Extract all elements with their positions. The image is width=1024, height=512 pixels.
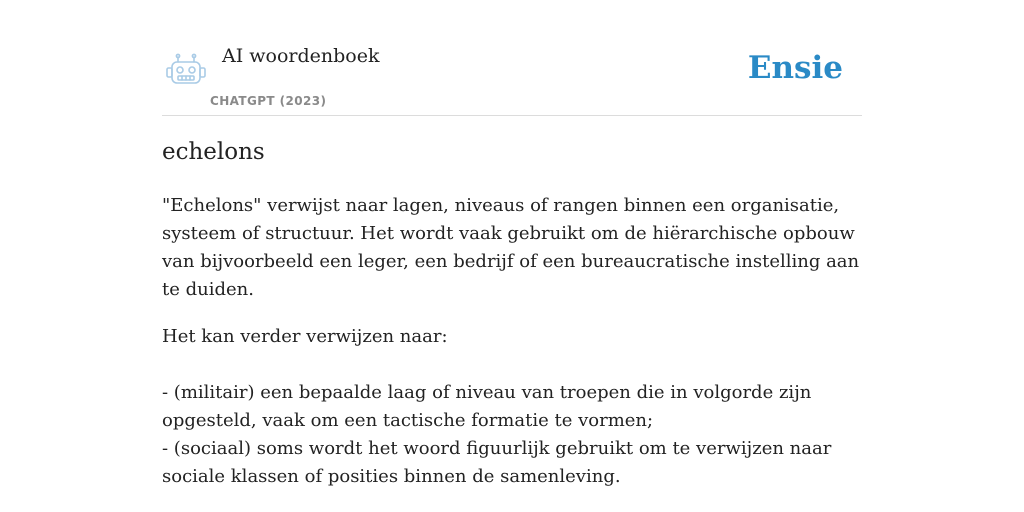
definition bbox=[162, 192, 862, 491]
robot-icon bbox=[166, 53, 206, 89]
list-item: - (militair) een bepaalde laag of niveau van troepen die in volgorde zijn opgesteld, vaak om een tactische formatie te vormen; bbox=[162, 382, 812, 431]
list-item: - (sociaal) soms wordt het woord figuurlijk gebruikt om te verwijzen naar sociale klassen of posities binnen de samenleving. bbox=[162, 438, 832, 487]
definition-list bbox=[162, 379, 862, 491]
dictionary-title[interactable]: AI woordenboek bbox=[222, 45, 380, 67]
brand-logo[interactable]: Ensie bbox=[747, 50, 843, 86]
definition-paragraph: Het kan verder verwijzen naar: bbox=[162, 326, 448, 347]
definition-paragraph: "Echelons" verwijst naar lagen, niveaus of rangen binnen een organisatie, systeem of structuur. Het wordt vaak gebruikt om de hiërarchische opbouw van bijvoorbeeld een leger, een bedrijf of een bureaucratische instelling aan te duiden. bbox=[162, 195, 860, 300]
header bbox=[162, 36, 862, 116]
source-label: CHATGPT (2023) bbox=[210, 94, 327, 108]
headword: echelons bbox=[162, 139, 265, 165]
